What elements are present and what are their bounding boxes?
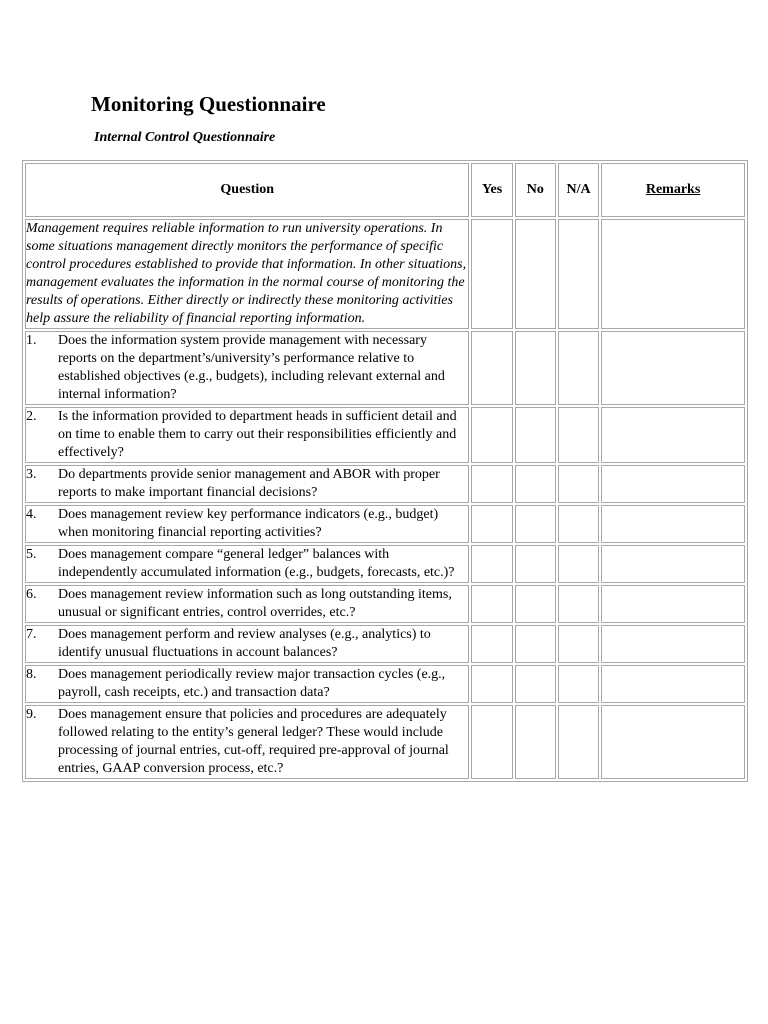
question-text: Is the information provided to department heads in sufficient detail and on time to enable them to carry out their responsibilities efficiently and effectively?: [58, 409, 457, 460]
question-text: Does management compare “general ledger” balances with independently accumulated information (e.g., budgets, forecasts, etc.)?: [58, 547, 455, 580]
remarks-cell[interactable]: [601, 465, 745, 503]
na-cell[interactable]: [558, 625, 599, 663]
remarks-cell[interactable]: [601, 505, 745, 543]
question-cell: [25, 465, 469, 503]
question-cell: [25, 705, 469, 779]
yes-cell[interactable]: [471, 331, 512, 405]
question-text: Do departments provide senior management and ABOR with proper reports to make important financial decisions?: [58, 467, 440, 500]
na-cell[interactable]: [558, 545, 599, 583]
question-cell: [25, 505, 469, 543]
no-cell[interactable]: [515, 219, 556, 329]
remarks-cell[interactable]: [601, 331, 745, 405]
question-header: Question: [25, 163, 469, 217]
question-cell: [25, 545, 469, 583]
remarks-cell[interactable]: [601, 219, 745, 329]
question-number: 2.: [26, 409, 37, 424]
remarks-cell[interactable]: [601, 545, 745, 583]
yes-cell[interactable]: [471, 505, 512, 543]
question-row: [25, 331, 745, 405]
remarks-cell[interactable]: [601, 585, 745, 623]
question-text: Does management ensure that policies and procedures are adequately followed relating to the entity’s general ledger? These would include processing of journal entries, cut-off, required pre-approval of journal entries, GAAP conversion process, etc.?: [58, 707, 449, 776]
question-number: 5.: [26, 547, 37, 562]
document-subtitle: Internal Control Questionnaire: [94, 130, 276, 145]
yes-header: Yes: [471, 163, 512, 217]
question-row: [25, 705, 745, 779]
yes-cell[interactable]: [471, 585, 512, 623]
question-row: [25, 545, 745, 583]
question-number: 6.: [26, 587, 37, 602]
na-cell[interactable]: [558, 705, 599, 779]
remarks-cell[interactable]: [601, 665, 745, 703]
no-cell[interactable]: [515, 705, 556, 779]
question-text: Does management perform and review analyses (e.g., analytics) to identify unusual fluctuations in account balances?: [58, 627, 431, 660]
no-header: No: [515, 163, 556, 217]
header-row: [25, 163, 745, 217]
no-cell[interactable]: [515, 331, 556, 405]
yes-cell[interactable]: [471, 545, 512, 583]
remarks-cell[interactable]: [601, 407, 745, 463]
no-cell[interactable]: [515, 545, 556, 583]
question-row: [25, 407, 745, 463]
yes-cell[interactable]: [471, 625, 512, 663]
no-cell[interactable]: [515, 505, 556, 543]
question-text: Does management periodically review major transaction cycles (e.g., payroll, cash receipts, etc.) and transaction data?: [58, 667, 446, 700]
question-number: 3.: [26, 467, 37, 482]
remarks-header-label: Remarks: [645, 182, 701, 197]
question-number: 9.: [26, 707, 37, 722]
na-cell[interactable]: [558, 331, 599, 405]
question-text: Does the information system provide management with necessary reports on the department’s/university’s performance relative to established objectives (e.g., budgets), including relevant external and internal information?: [58, 333, 445, 402]
questionnaire-table: [22, 160, 748, 782]
yes-cell[interactable]: [471, 705, 512, 779]
question-row: [25, 505, 745, 543]
question-cell: [25, 407, 469, 463]
no-cell[interactable]: [515, 465, 556, 503]
question-cell: [25, 625, 469, 663]
yes-cell[interactable]: [471, 665, 512, 703]
intro-text: Management requires reliable information to run university operations. In some situations management directly monitors the performance of specific control procedures established to provide that information. In other situations, management evaluates the information in the normal course of monitoring the results of operations. Either directly or indirectly these monitoring activities help assure the reliability of financial reporting information.: [25, 219, 469, 329]
na-cell[interactable]: [558, 219, 599, 329]
yes-cell[interactable]: [471, 219, 512, 329]
no-cell[interactable]: [515, 407, 556, 463]
na-cell[interactable]: [558, 505, 599, 543]
question-cell: [25, 665, 469, 703]
na-cell[interactable]: [558, 465, 599, 503]
question-number: 8.: [26, 667, 37, 682]
na-cell[interactable]: [558, 585, 599, 623]
remarks-cell[interactable]: [601, 625, 745, 663]
question-number: 1.: [26, 333, 37, 348]
question-cell: [25, 331, 469, 405]
na-cell[interactable]: [558, 407, 599, 463]
question-number: 7.: [26, 627, 37, 642]
question-row: [25, 465, 745, 503]
remarks-cell[interactable]: [601, 705, 745, 779]
question-cell: [25, 585, 469, 623]
question-text: Does management review key performance indicators (e.g., budget) when monitoring financial reporting activities?: [58, 507, 439, 540]
question-row: [25, 585, 745, 623]
na-cell[interactable]: [558, 665, 599, 703]
question-text: Does management review information such as long outstanding items, unusual or significant entries, control overrides, etc.?: [58, 587, 452, 620]
intro-row: [25, 219, 745, 329]
na-header: N/A: [558, 163, 599, 217]
question-row: [25, 625, 745, 663]
question-row: [25, 665, 745, 703]
remarks-header: [601, 163, 745, 217]
no-cell[interactable]: [515, 625, 556, 663]
yes-cell[interactable]: [471, 465, 512, 503]
document-title: Monitoring Questionnaire: [91, 92, 326, 116]
question-number: 4.: [26, 507, 37, 522]
yes-cell[interactable]: [471, 407, 512, 463]
no-cell[interactable]: [515, 665, 556, 703]
no-cell[interactable]: [515, 585, 556, 623]
